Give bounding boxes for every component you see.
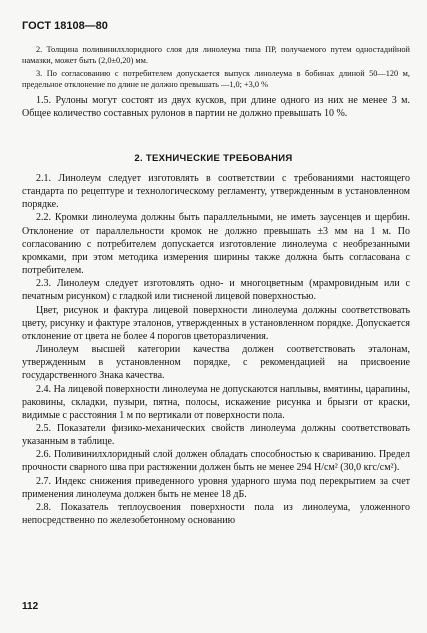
paragraph-2-5: 2.5. Показатели физико-механических свойств линолеума должны соответствовать указанным в таблице. — [22, 422, 410, 448]
paragraph-2-4: 2.4. На лицевой поверхности линолеума не допускаются наплывы, вмятины, царапины, раковины, складки, пузыри, пятна, полосы, искажение рисунка и брызги от краски, видимые с расстояния 1 м по вертикали от поверхности пола. — [22, 383, 410, 421]
paragraph-color: Цвет, рисунок и фактура лицевой поверхности линолеума должны соответствовать цвету, рисунку и фактуре эталонов, утвержденных в установленном порядке. Допускается отклонение от цвета не более 4 порогов цветоразличения. — [22, 304, 410, 342]
page-number: 112 — [22, 601, 39, 612]
note-3: 3. По согласованию с потребителем допускается выпуск линолеума в бобинах длиной 50—120 м, предельное отклонение по длине не должно превышать —1,0; +3,0 % — [22, 69, 410, 89]
paragraph-2-7: 2.7. Индекс снижения приведенного уровня ударного шума под перекрытием за счет применения линолеума должен быть не менее 18 дБ. — [22, 475, 410, 500]
paragraph-2-3: 2.3. Линолеум следует изготовлять одно- и многоцветным (мрамровидным или с печатным рисунком) с гладкой или тисненой лицевой поверхностью. — [22, 278, 410, 303]
standard-header: ГОСТ 18108—80 — [22, 20, 108, 32]
paragraph-2-1: 2.1. Линолеум следует изготовлять в соответствии с требованиями настоящего стандарта по рецептуре и технологическому регламенту, утвержденным в установленном порядке. — [22, 173, 410, 211]
paragraph-quality: Линолеум высшей категории качества должен соответствовать эталонам, утвержденным в установленном порядке, с рекомендацией на присвоение государственного Знака качества. — [22, 344, 410, 382]
paragraph-2-2: 2.2. Кромки линолеума должны быть параллельными, не иметь заусенцев и щербин. Отклонение от параллельности кромок не должно превышать ±3 мм на 1 м. По согласованию с потребителем допускается изготовление линолеума с необрезанными кромками, при этом методика измерения ширины также должна быть согласована с потребителем. — [22, 212, 410, 277]
note-2: 2. Толщина поливинилхлоридного слоя для линолеума типа ПР, получаемого путем одностадийной намазки, может быть (2,0±0,20) мм. — [22, 45, 410, 65]
section-title: 2. ТЕХНИЧЕСКИЕ ТРЕБОВАНИЯ — [134, 153, 293, 164]
paragraph-2-6: 2.6. Поливинилхлоридный слой должен обладать способностью к свариванию. Предел прочности сварного шва при растяжении должен быть не менее 294 Н/см² (30,0 кгс/см²). — [22, 449, 410, 474]
section-body — [22, 172, 410, 527]
paragraph-2-8: 2.8. Показатель теплоусвоения поверхности пола из линолеума, уложенного непосредственно по железобетонному основанию — [22, 501, 410, 527]
paragraph-1-5: 1.5. Рулоны могут состоят из двух кусков, при длине одного из них не менее 3 м. Общее количество составных рулонов в партии не должно превышать 10 %. — [22, 95, 410, 120]
